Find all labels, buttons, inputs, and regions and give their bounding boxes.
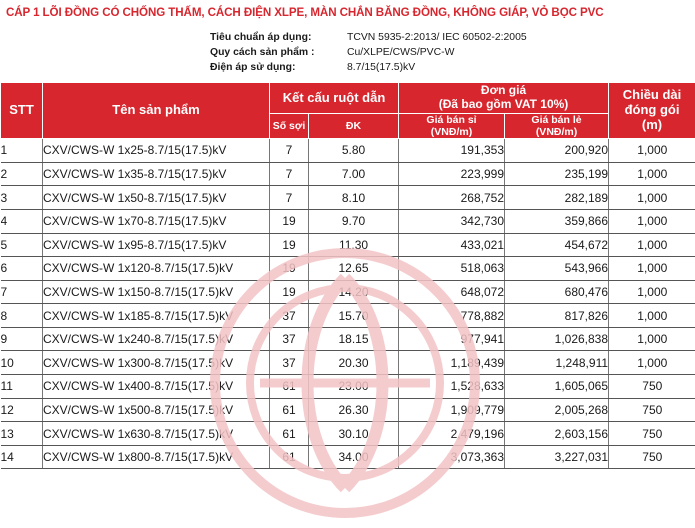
- cell-product-name: CXV/CWS-W 1x500-8.7/15(17.5)kV: [43, 398, 270, 422]
- header-wholesale-title: Giá bán sỉ: [399, 114, 504, 126]
- cell-wholesale-price: 433,021: [399, 233, 505, 257]
- cell-package-length: 1,000: [609, 209, 695, 233]
- cell-diameter: 30.10: [309, 422, 399, 446]
- cell-product-name: CXV/CWS-W 1x25-8.7/15(17.5)kV: [43, 139, 270, 163]
- table-body: [1, 139, 695, 469]
- cell-package-length: 750: [609, 422, 695, 446]
- table-row: [1, 233, 695, 257]
- cell-wholesale-price: 342,730: [399, 209, 505, 233]
- cell-product-name: CXV/CWS-W 1x150-8.7/15(17.5)kV: [43, 280, 270, 304]
- cell-stt: 11: [1, 375, 43, 399]
- cell-product-name: CXV/CWS-W 1x120-8.7/15(17.5)kV: [43, 257, 270, 281]
- table-row: [1, 351, 695, 375]
- table-row: [1, 162, 695, 186]
- header-retail: [505, 114, 609, 139]
- cell-product-name: CXV/CWS-W 1x50-8.7/15(17.5)kV: [43, 186, 270, 210]
- cell-package-length: 750: [609, 398, 695, 422]
- price-table: [0, 83, 695, 469]
- cell-strands: 37: [270, 351, 309, 375]
- cell-diameter: 14.20: [309, 280, 399, 304]
- header-unit-price-vat: (Đã bao gồm VAT 10%): [399, 98, 608, 112]
- cell-stt: 10: [1, 351, 43, 375]
- header-wholesale: [399, 114, 505, 139]
- table-row: [1, 280, 695, 304]
- cell-wholesale-price: 268,752: [399, 186, 505, 210]
- header-structure: Kết cấu ruột dẫn: [270, 83, 399, 114]
- cell-stt: 5: [1, 233, 43, 257]
- cell-stt: 2: [1, 162, 43, 186]
- table-row: [1, 257, 695, 281]
- cell-retail-price: 1,026,838: [505, 327, 609, 351]
- table-row: [1, 375, 695, 399]
- cell-wholesale-price: 1,189,439: [399, 351, 505, 375]
- header-wholesale-unit: (VNĐ/m): [399, 126, 504, 138]
- cell-diameter: 15.70: [309, 304, 399, 328]
- spec-product-type: [210, 45, 527, 60]
- cell-package-length: 1,000: [609, 257, 695, 281]
- cell-product-name: CXV/CWS-W 1x95-8.7/15(17.5)kV: [43, 233, 270, 257]
- cell-diameter: 20.30: [309, 351, 399, 375]
- cell-stt: 3: [1, 186, 43, 210]
- cell-wholesale-price: 518,063: [399, 257, 505, 281]
- cell-retail-price: 454,672: [505, 233, 609, 257]
- table-row: [1, 186, 695, 210]
- document-title: CÁP 1 LÕI ĐỒNG CÓ CHỐNG THẤM, CÁCH ĐIỆN XLPE, MÀN CHẮN BĂNG ĐỒNG, KHÔNG GIÁP, VỎ BỌC PVC: [6, 6, 691, 19]
- header-length-line: (m): [609, 118, 695, 133]
- cell-package-length: 1,000: [609, 351, 695, 375]
- table-row: [1, 327, 695, 351]
- cell-diameter: 26.30: [309, 398, 399, 422]
- cell-strands: 61: [270, 445, 309, 469]
- header-diameter: ĐK: [309, 114, 399, 139]
- cell-diameter: 8.10: [309, 186, 399, 210]
- cell-product-name: CXV/CWS-W 1x240-8.7/15(17.5)kV: [43, 327, 270, 351]
- cell-strands: 37: [270, 327, 309, 351]
- header-length-line: đóng gói: [609, 103, 695, 118]
- cell-wholesale-price: 1,909,779: [399, 398, 505, 422]
- cell-strands: 19: [270, 257, 309, 281]
- cell-stt: 1: [1, 139, 43, 163]
- cell-diameter: 18.15: [309, 327, 399, 351]
- cell-diameter: 34.00: [309, 445, 399, 469]
- cell-stt: 4: [1, 209, 43, 233]
- cell-wholesale-price: 778,882: [399, 304, 505, 328]
- cell-diameter: 7.00: [309, 162, 399, 186]
- cell-strands: 7: [270, 139, 309, 163]
- cell-wholesale-price: 648,072: [399, 280, 505, 304]
- header-strands: Số sợi: [270, 114, 309, 139]
- cell-strands: 37: [270, 304, 309, 328]
- cell-stt: 8: [1, 304, 43, 328]
- table-row: [1, 304, 695, 328]
- cell-package-length: 1,000: [609, 327, 695, 351]
- cell-product-name: CXV/CWS-W 1x400-8.7/15(17.5)kV: [43, 375, 270, 399]
- cell-stt: 7: [1, 280, 43, 304]
- spec-voltage: [210, 60, 527, 75]
- cell-retail-price: 235,199: [505, 162, 609, 186]
- cell-product-name: CXV/CWS-W 1x800-8.7/15(17.5)kV: [43, 445, 270, 469]
- cell-wholesale-price: 1,528,633: [399, 375, 505, 399]
- cell-product-name: CXV/CWS-W 1x300-8.7/15(17.5)kV: [43, 351, 270, 375]
- cell-retail-price: 2,005,268: [505, 398, 609, 422]
- cell-retail-price: 680,476: [505, 280, 609, 304]
- cell-diameter: 11.30: [309, 233, 399, 257]
- cell-retail-price: 3,227,031: [505, 445, 609, 469]
- header-unit-price-title: Đơn giá: [399, 84, 608, 98]
- cell-strands: 19: [270, 233, 309, 257]
- header-retail-unit: (VNĐ/m): [505, 126, 608, 138]
- cell-diameter: 9.70: [309, 209, 399, 233]
- table-row: [1, 445, 695, 469]
- cell-diameter: 23.00: [309, 375, 399, 399]
- cell-wholesale-price: 3,073,363: [399, 445, 505, 469]
- cell-package-length: 1,000: [609, 139, 695, 163]
- cell-wholesale-price: 191,353: [399, 139, 505, 163]
- cell-strands: 7: [270, 162, 309, 186]
- cell-product-name: CXV/CWS-W 1x35-8.7/15(17.5)kV: [43, 162, 270, 186]
- cell-stt: 9: [1, 327, 43, 351]
- cell-retail-price: 282,189: [505, 186, 609, 210]
- spec-label: Tiêu chuẩn áp dụng:: [210, 30, 347, 45]
- header-product: Tên sản phẩm: [43, 83, 270, 139]
- cell-package-length: 750: [609, 375, 695, 399]
- cell-stt: 13: [1, 422, 43, 446]
- table-row: [1, 398, 695, 422]
- cell-retail-price: 2,603,156: [505, 422, 609, 446]
- cell-wholesale-price: 223,999: [399, 162, 505, 186]
- cell-retail-price: 1,605,065: [505, 375, 609, 399]
- cell-retail-price: 359,866: [505, 209, 609, 233]
- cell-product-name: CXV/CWS-W 1x185-8.7/15(17.5)kV: [43, 304, 270, 328]
- header-package-length: [609, 83, 695, 139]
- cell-retail-price: 200,920: [505, 139, 609, 163]
- cell-strands: 19: [270, 280, 309, 304]
- table-row: [1, 139, 695, 163]
- spec-label: Quy cách sản phẩm :: [210, 45, 347, 60]
- cell-package-length: 1,000: [609, 186, 695, 210]
- header-length-line: Chiều dài: [609, 88, 695, 103]
- cell-strands: 61: [270, 422, 309, 446]
- cell-wholesale-price: 977,941: [399, 327, 505, 351]
- cell-diameter: 12.65: [309, 257, 399, 281]
- cell-diameter: 5.80: [309, 139, 399, 163]
- spec-value: 8.7/15(17.5)kV: [347, 60, 415, 75]
- cell-retail-price: 817,826: [505, 304, 609, 328]
- table-row: [1, 209, 695, 233]
- spec-value: TCVN 5935-2:2013/ IEC 60502-2:2005: [347, 30, 527, 45]
- cell-package-length: 1,000: [609, 233, 695, 257]
- table-row: [1, 422, 695, 446]
- cell-package-length: 1,000: [609, 280, 695, 304]
- cell-retail-price: 543,966: [505, 257, 609, 281]
- header-retail-title: Giá bán lẻ: [505, 114, 608, 126]
- cell-retail-price: 1,248,911: [505, 351, 609, 375]
- header-unit-price: [399, 83, 609, 114]
- cell-product-name: CXV/CWS-W 1x630-8.7/15(17.5)kV: [43, 422, 270, 446]
- spec-standard: [210, 30, 527, 45]
- cell-wholesale-price: 2,479,196: [399, 422, 505, 446]
- cell-strands: 7: [270, 186, 309, 210]
- cell-strands: 61: [270, 398, 309, 422]
- cell-package-length: 750: [609, 445, 695, 469]
- cell-strands: 61: [270, 375, 309, 399]
- cell-product-name: CXV/CWS-W 1x70-8.7/15(17.5)kV: [43, 209, 270, 233]
- header-stt: STT: [1, 83, 43, 139]
- cell-stt: 6: [1, 257, 43, 281]
- cell-package-length: 1,000: [609, 162, 695, 186]
- spec-value: Cu/XLPE/CWS/PVC-W: [347, 45, 454, 60]
- cell-package-length: 1,000: [609, 304, 695, 328]
- cell-stt: 14: [1, 445, 43, 469]
- cell-strands: 19: [270, 209, 309, 233]
- spec-label: Điện áp sử dụng:: [210, 60, 347, 75]
- cell-stt: 12: [1, 398, 43, 422]
- spec-block: [210, 30, 527, 75]
